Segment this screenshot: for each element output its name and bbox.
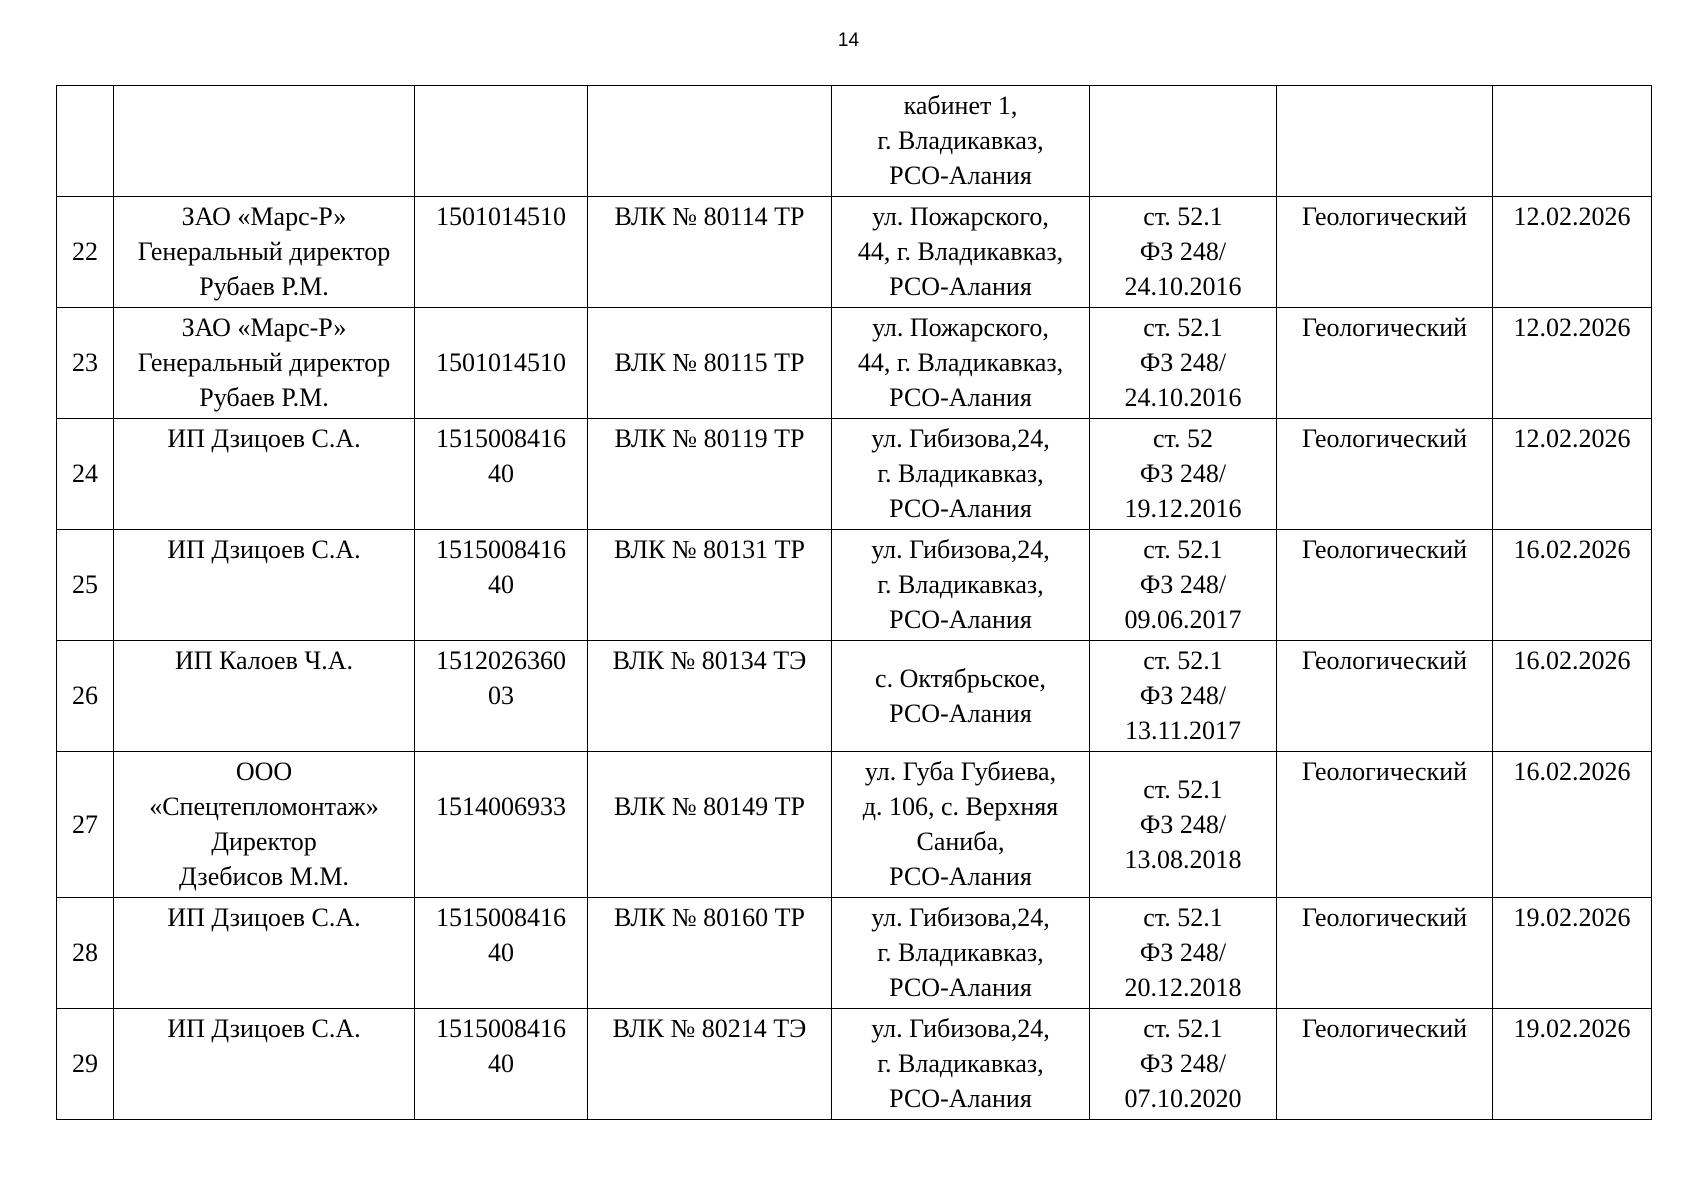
table-row <box>57 419 1652 530</box>
table-row <box>57 752 1652 898</box>
cell-license: ВЛК № 80214 ТЭ <box>588 1009 832 1120</box>
cell-basis: ст. 52 ФЗ 248/ 19.12.2016 <box>1090 419 1277 530</box>
cell-type: Геологический <box>1277 898 1493 1009</box>
cell-address: с. Октябрьское, РСО-Алания <box>832 641 1090 752</box>
cell-date <box>1493 86 1652 197</box>
table-row <box>57 308 1652 419</box>
cell-license <box>588 86 832 197</box>
cell-basis: ст. 52.1 ФЗ 248/ 20.12.2018 <box>1090 898 1277 1009</box>
cell-type: Геологический <box>1277 752 1493 898</box>
cell-license: ВЛК № 80160 ТР <box>588 898 832 1009</box>
cell-type: Геологический <box>1277 641 1493 752</box>
cell-inn: 1515008416 40 <box>415 898 588 1009</box>
cell-inn: 1515008416 40 <box>415 419 588 530</box>
page-number: 14 <box>837 30 860 51</box>
cell-basis: ст. 52.1 ФЗ 248/ 13.08.2018 <box>1090 752 1277 898</box>
table-row <box>57 898 1652 1009</box>
cell-basis: ст. 52.1 ФЗ 248/ 24.10.2016 <box>1090 197 1277 308</box>
cell-date: 16.02.2026 <box>1493 752 1652 898</box>
cell-inn: 1501014510 <box>415 308 588 419</box>
cell-organization: ИП Дзицоев С.А. <box>114 530 415 641</box>
cell-date: 12.02.2026 <box>1493 308 1652 419</box>
cell-license: ВЛК № 80119 ТР <box>588 419 832 530</box>
cell-organization <box>114 86 415 197</box>
cell-type: Геологический <box>1277 197 1493 308</box>
table-row <box>57 1009 1652 1120</box>
cell-basis: ст. 52.1 ФЗ 248/ 24.10.2016 <box>1090 308 1277 419</box>
cell-type: Геологический <box>1277 1009 1493 1120</box>
cell-number <box>57 86 114 197</box>
table-row-continuation <box>57 86 1652 197</box>
cell-date: 19.02.2026 <box>1493 898 1652 1009</box>
cell-type: Геологический <box>1277 308 1493 419</box>
cell-number: 26 <box>57 641 114 752</box>
cell-address: кабинет 1, г. Владикавказ, РСО-Алания <box>832 86 1090 197</box>
cell-number: 28 <box>57 898 114 1009</box>
cell-date: 12.02.2026 <box>1493 197 1652 308</box>
table-row <box>57 197 1652 308</box>
cell-address: ул. Губа Губиева, д. 106, с. Верхняя Саниба, РСО-Алания <box>832 752 1090 898</box>
cell-inn <box>415 86 588 197</box>
cell-number: 25 <box>57 530 114 641</box>
cell-number: 27 <box>57 752 114 898</box>
cell-type: Геологический <box>1277 419 1493 530</box>
cell-organization: ИП Дзицоев С.А. <box>114 419 415 530</box>
cell-address: ул. Гибизова,24, г. Владикавказ, РСО-Алания <box>832 1009 1090 1120</box>
cell-basis: ст. 52.1 ФЗ 248/ 09.06.2017 <box>1090 530 1277 641</box>
cell-inn: 1501014510 <box>415 197 588 308</box>
cell-license: ВЛК № 80149 ТР <box>588 752 832 898</box>
cell-organization: ИП Калоев Ч.А. <box>114 641 415 752</box>
cell-address: ул. Гибизова,24, г. Владикавказ, РСО-Алания <box>832 530 1090 641</box>
cell-number: 24 <box>57 419 114 530</box>
cell-inn: 1515008416 40 <box>415 1009 588 1120</box>
cell-inn: 1515008416 40 <box>415 530 588 641</box>
registry-table <box>56 85 1652 1120</box>
cell-date: 16.02.2026 <box>1493 530 1652 641</box>
cell-number: 29 <box>57 1009 114 1120</box>
cell-organization: ЗАО «Марс-Р» Генеральный директор Рубаев Р.М. <box>114 308 415 419</box>
cell-license: ВЛК № 80131 ТР <box>588 530 832 641</box>
cell-address: ул. Гибизова,24, г. Владикавказ, РСО-Алания <box>832 419 1090 530</box>
cell-type <box>1277 86 1493 197</box>
cell-date: 16.02.2026 <box>1493 641 1652 752</box>
cell-organization: ЗАО «Марс-Р» Генеральный директор Рубаев Р.М. <box>114 197 415 308</box>
cell-organization: ИП Дзицоев С.А. <box>114 898 415 1009</box>
cell-date: 19.02.2026 <box>1493 1009 1652 1120</box>
cell-date: 12.02.2026 <box>1493 419 1652 530</box>
cell-address: ул. Гибизова,24, г. Владикавказ, РСО-Алания <box>832 898 1090 1009</box>
cell-address: ул. Пожарского, 44, г. Владикавказ, РСО-Алания <box>832 308 1090 419</box>
cell-number: 22 <box>57 197 114 308</box>
cell-basis <box>1090 86 1277 197</box>
cell-basis: ст. 52.1 ФЗ 248/ 13.11.2017 <box>1090 641 1277 752</box>
cell-basis: ст. 52.1 ФЗ 248/ 07.10.2020 <box>1090 1009 1277 1120</box>
cell-number: 23 <box>57 308 114 419</box>
table-row <box>57 530 1652 641</box>
cell-license: ВЛК № 80134 ТЭ <box>588 641 832 752</box>
cell-inn: 1512026360 03 <box>415 641 588 752</box>
cell-type: Геологический <box>1277 530 1493 641</box>
cell-address: ул. Пожарского, 44, г. Владикавказ, РСО-Алания <box>832 197 1090 308</box>
cell-inn: 1514006933 <box>415 752 588 898</box>
table-row <box>57 641 1652 752</box>
cell-license: ВЛК № 80115 ТР <box>588 308 832 419</box>
cell-organization: ИП Дзицоев С.А. <box>114 1009 415 1120</box>
cell-license: ВЛК № 80114 ТР <box>588 197 832 308</box>
cell-organization: ООО «Спецтепломонтаж» Директор Дзебисов М.М. <box>114 752 415 898</box>
